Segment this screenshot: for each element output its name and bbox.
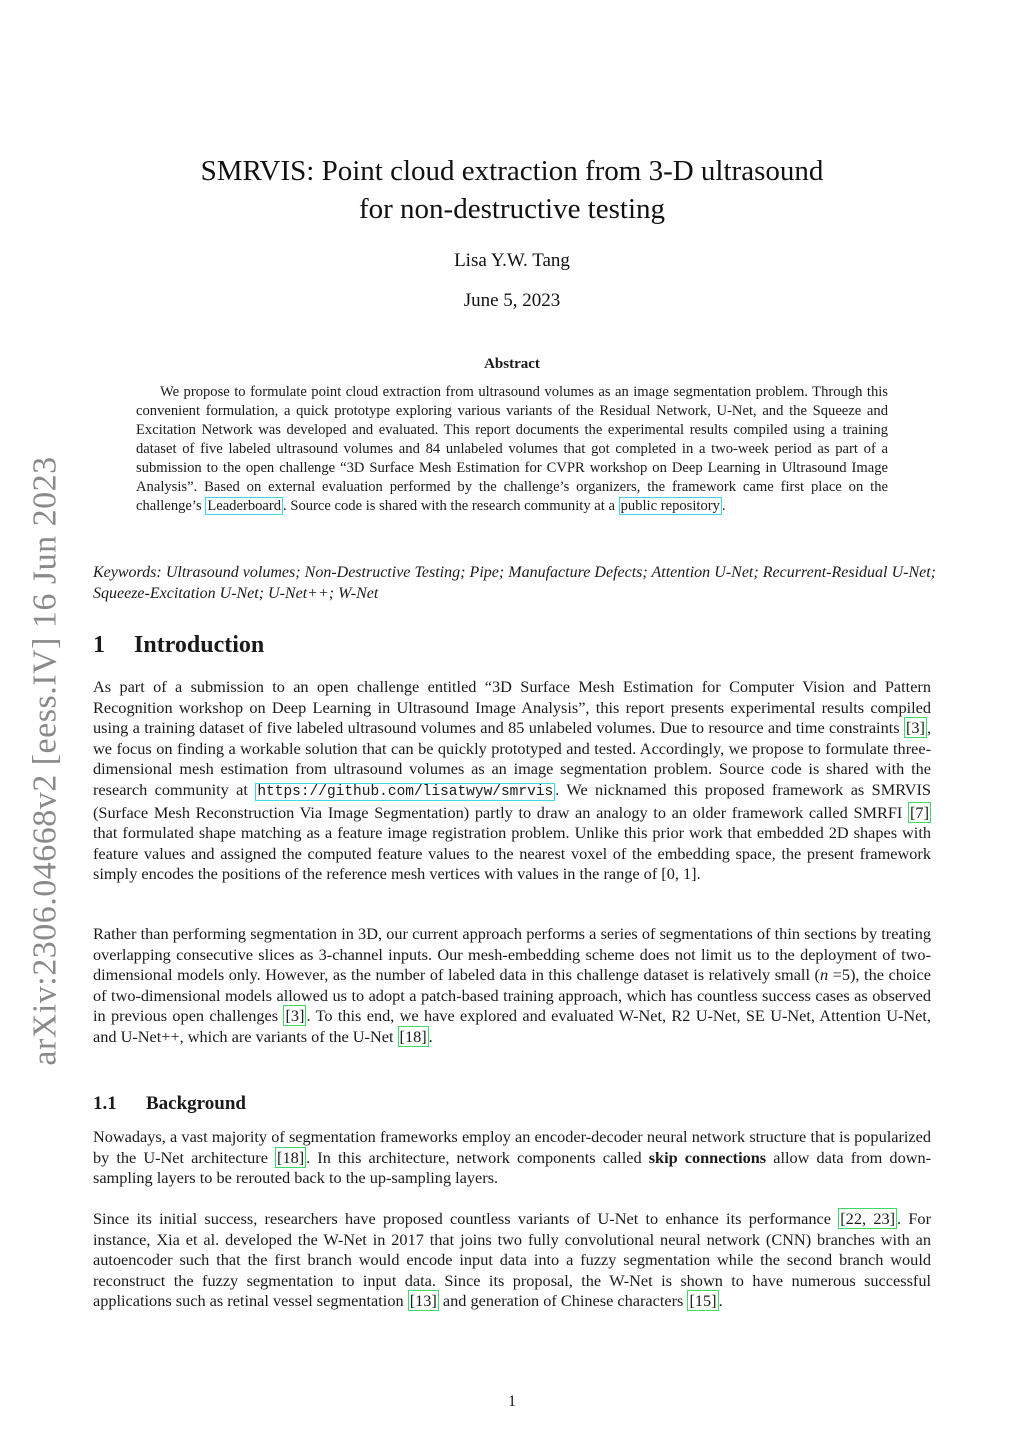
intro-paragraph-1 [93,677,931,885]
citation-link[interactable]: [3] [285,1006,305,1026]
subsection-heading-background [93,1093,246,1115]
arxiv-stamp [18,455,74,1067]
text: . For instance, Xia et al. developed the W-Net in 2017 that joins two fully convolutional neural network (CNN) branches with an autoencoder such that the first branch would encode input data into a fuzzy segmentation while the second branch would reconstruct the fuzzy segmentation to input data. Since its proposal, the W-Net is shown to have numerous successful applications such as retinal vessel segmentation [93,1209,931,1311]
leaderboard-link[interactable]: Leaderboard [207,498,282,514]
subsection-number: 1.1 [93,1093,117,1114]
citation-link[interactable]: [18] [277,1147,305,1167]
text: that formulated shape matching as a feature image registration problem. Unlike this prior work that embedded 2D shapes with feature values and assigned the computed feature values to the nearest voxel of the embedding space, the present framework simply encodes the positions of the reference mesh vertices with values in the range of [0, 1]. [93,823,931,884]
text: =5), the choice of two-dimensional models allowed us to adopt a patch-based training approach, which has countless success cases as observed in previous open challenges [93,965,931,1026]
section-number: 1 [93,632,105,658]
text: Since its initial success, researchers have proposed countless variants of U-Net to enhance its performance [93,1209,831,1228]
keywords: Keywords: Ultrasound volumes; Non-Destructive Testing; Pipe; Manufacture Defects; Attention U-Net; Recurrent-Residual U-Net; Squeeze-Excitation U-Net; U-Net++; W-Net [93,564,936,602]
citation-link[interactable]: [3] [905,718,925,738]
paper-title [150,152,874,228]
text: . We nicknamed this proposed framework as SMRVIS (Surface Mesh Reconstruction Via Image Segmentation) partly to draw an analogy to an older framework called SMRFI [93,779,931,822]
section-title: Introduction [134,632,265,658]
citation-link[interactable]: [22, 23] [840,1209,896,1228]
arxiv-stamp-text: arXiv:2306.04668v2 [eess.IV] 16 Jun 2023 [27,456,65,1066]
github-url-link[interactable]: https://github.com/lisatwyw/smrvis [257,783,554,800]
background-paragraph-1 [93,1127,931,1189]
text: Rather than performing segmentation in 3D, our current approach performs a series of segmentations of thin sections by treating overlapping consecutive slices as 3-channel inputs. Our mesh-embedding scheme does not limit us to the deployment of two-dimensional models only. However, as the number of labeled data in this challenge dataset is relatively small ( [93,924,931,985]
author: Lisa Y.W. Tang [454,250,570,271]
abstract-text-end: . [721,498,726,514]
page-number: 1 [508,1393,516,1410]
section-heading-introduction [93,632,264,659]
subsection-title: Background [146,1093,246,1114]
abstract-text: We propose to formulate point cloud extraction from ultrasound volumes as an image segmentation problem. Through this convenient formulation, a quick prototype exploring various variants of the Residual Network, U-Net, and the Squeeze and Excitation Network was developed and evaluated. This report documents the experimental results compiled using a training dataset of five labeled ultrasound volumes and 84 unlabeled volumes that got completed in a two-week period as part of a submission to the open challenge “3D Surface Mesh Estimation for CVPR workshop on Deep Learning in Ultrasound Image Analysis”. Based on external evaluation performed by the challenge’s organizers, the framework came first place on the challenge’s [136,384,888,514]
citation-link[interactable]: [15] [689,1291,717,1311]
citation-link[interactable]: [13] [409,1291,437,1311]
text: Nowadays, a vast majority of segmentation frameworks employ an encoder-decoder neural network structure that is popularized by the U-Net architecture [93,1127,931,1167]
background-paragraph-2 [93,1209,931,1312]
bold-term: skip connections [648,1147,767,1167]
title-line-2: for non-destructive testing [358,193,666,225]
date: June 5, 2023 [463,290,561,311]
text: . [428,1026,433,1046]
text: As part of a submission to an open challenge entitled “3D Surface Mesh Estimation for Computer Vision and Pattern Recognition workshop on Deep Learning in Ultrasound Image Analysis”, this report presents experimental results compiled using a training dataset of five labeled ultrasound volumes and 85 unlabeled volumes. Due to resource and time constraints [93,677,931,738]
intro-paragraph-2 [93,924,931,1048]
text: . In this architecture, network components called [306,1147,642,1167]
abstract-text-middle: . Source code is shared with the research community at a [283,498,615,514]
abstract-heading: Abstract [484,356,540,372]
text: , we focus on finding a workable solution that can be quickly prototyped and tested. Accordingly, we propose to formulate three-dimensional mesh estimation from ultrasound volumes as an image segmentation problem. Source code is shared with the research community at [93,718,932,799]
text: and generation of Chinese characters [442,1291,684,1311]
text: . To this end, we have explored and evaluated W-Net, R2 U-Net, SE U-Net, Attention U-Net, and U-Net++, which are variants of the U-Net [93,1006,931,1046]
n-symbol: n [819,965,829,985]
title-line-1: SMRVIS: Point cloud extraction from 3-D ultrasound [200,155,824,187]
citation-link[interactable]: [18] [399,1026,427,1046]
text: . [718,1291,723,1311]
citation-link[interactable]: [7] [910,802,929,822]
abstract [136,383,888,516]
public-repository-link[interactable]: public repository [620,498,720,514]
text: allow data from down-sampling layers to be rerouted back to the up-sampling layers. [93,1147,932,1188]
